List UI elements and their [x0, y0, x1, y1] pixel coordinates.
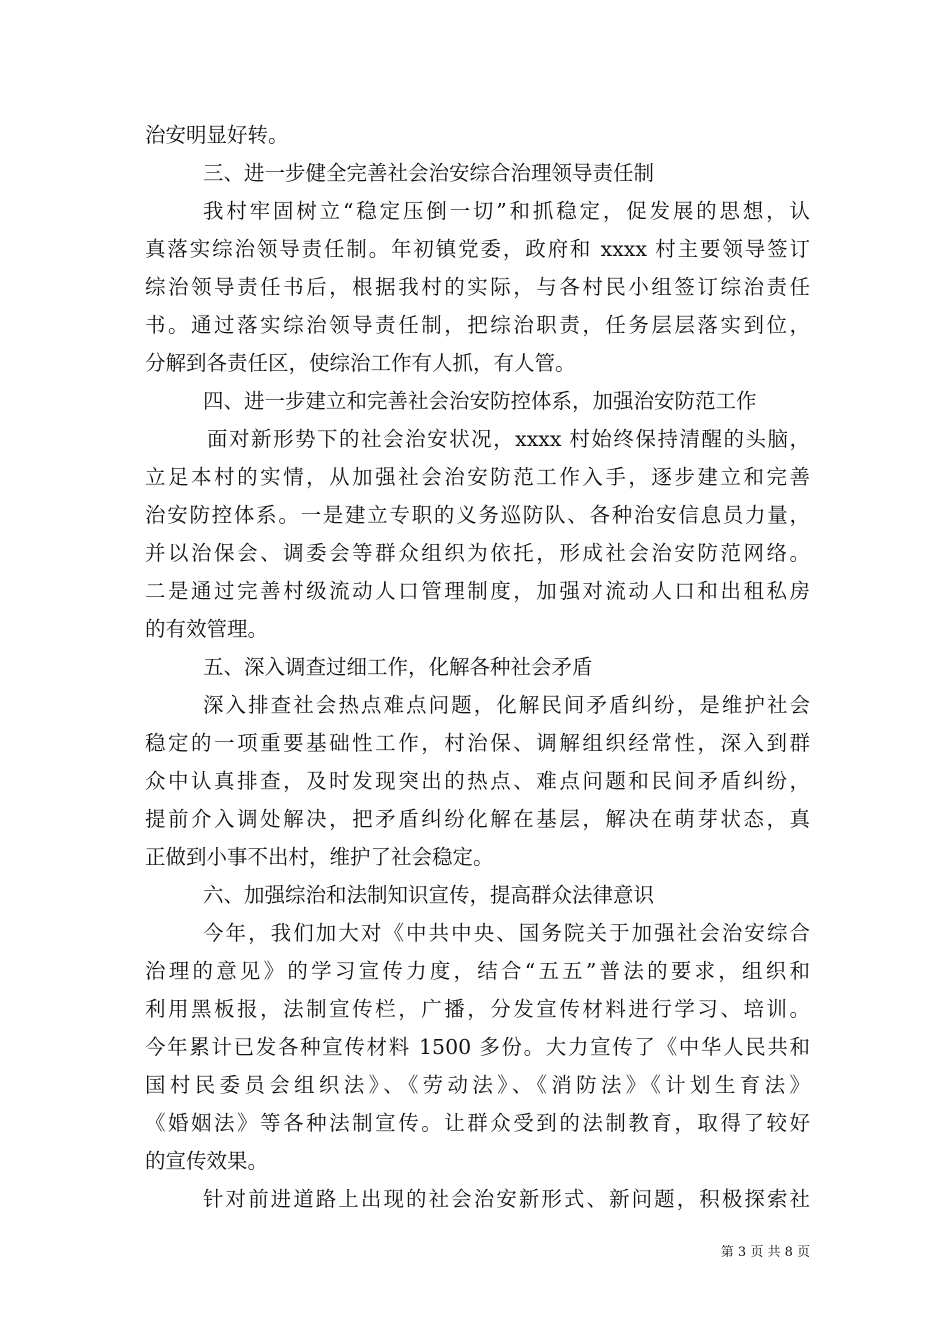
text-line: 我村牢固树立“稳定压倒一切”和抓稳定，促发展的思想，认: [203, 199, 810, 223]
text-line: 面对新形势下的社会治安状况，xxxx 村始终保持清醒的头脑，: [207, 427, 810, 451]
text-line: 《婚姻法》等各种法制宣传。让群众受到的法制教育，取得了较好: [145, 1111, 810, 1135]
text-line: 书。通过落实综治领导责任制，把综治职责，任务层层落实到位，: [145, 313, 810, 337]
text-line: 治理的意见》的学习宣传力度，结合“五五”普法的要求，组织和: [145, 959, 810, 983]
section-heading: 六、加强综治和法制知识宣传，提高群众法律意识: [203, 883, 654, 907]
text-line: 的宣传效果。: [145, 1149, 268, 1173]
text-line: 深入排查社会热点难点问题，化解民间矛盾纠纷，是维护社会: [203, 693, 810, 717]
text-line: 稳定的一项重要基础性工作，村治保、调解组织经常性，深入到群: [145, 731, 810, 755]
text-line: 分解到各责任区，使综治工作有人抓，有人管。: [145, 351, 576, 375]
section-heading: 三、进一步健全完善社会治安综合治理领导责任制: [203, 161, 654, 185]
section-heading: 四、进一步建立和完善社会治安防控体系，加强治安防范工作: [203, 389, 757, 413]
section-heading: 五、深入调查过细工作，化解各种社会矛盾: [203, 655, 593, 679]
text-line: 综治领导责任书后，根据我村的实际，与各村民小组签订综治责任: [145, 275, 810, 299]
text-line: 治安防控体系。一是建立专职的义务巡防队、各种治安信息员力量，: [145, 503, 810, 527]
text-line: 国村民委员会组织法》、《劳动法》、《消防法》《计划生育法》: [145, 1073, 810, 1097]
text-line: 真落实综治领导责任制。年初镇党委，政府和 xxxx 村主要领导签订: [145, 237, 810, 261]
text-line: 提前介入调处解决，把矛盾纠纷化解在基层，解决在萌芽状态，真: [145, 807, 810, 831]
page-number: 第 3 页 共 8 页: [720, 1245, 810, 1260]
text-line: 针对前进道路上出现的社会治安新形式、新问题，积极探索社: [203, 1187, 810, 1211]
text-line: 立足本村的实情，从加强社会治安防范工作入手，逐步建立和完善: [145, 465, 810, 489]
text-line: 今年，我们加大对《中共中央、国务院关于加强社会治安综合: [203, 921, 810, 945]
document-body: [145, 116, 810, 1218]
text-line: 的有效管理。: [145, 617, 268, 641]
text-line: 众中认真排查，及时发现突出的热点、难点问题和民间矛盾纠纷，: [145, 769, 810, 793]
text-line: 并以治保会、调委会等群众组织为依托，形成社会治安防范网络。: [145, 541, 810, 565]
text-line: 二是通过完善村级流动人口管理制度，加强对流动人口和出租私房: [145, 579, 810, 603]
text-line: 治安明显好转。: [145, 123, 289, 147]
text-line: 今年累计已发各种宣传材料 1500 多份。大力宣传了《中华人民共和: [145, 1035, 810, 1059]
text-line: 正做到小事不出村，维护了社会稳定。: [145, 845, 494, 869]
text-line: 利用黑板报，法制宣传栏，广播，分发宣传材料进行学习、培训。: [145, 997, 810, 1021]
